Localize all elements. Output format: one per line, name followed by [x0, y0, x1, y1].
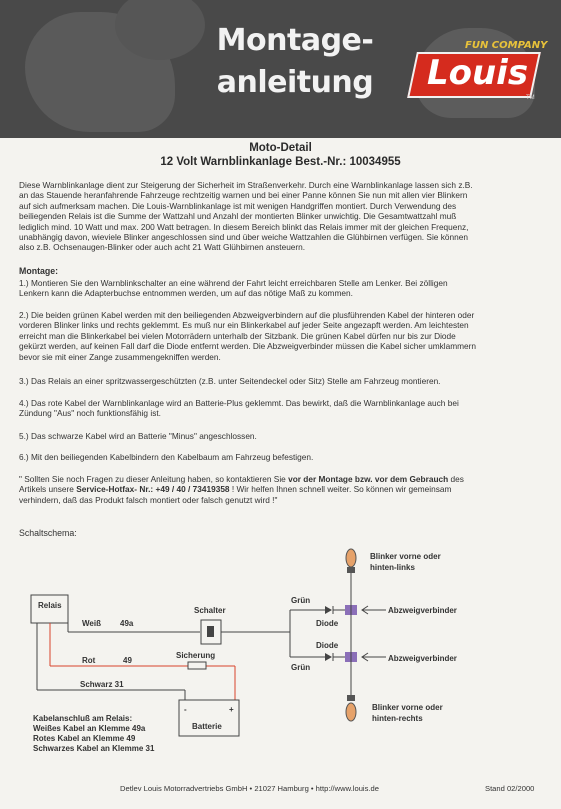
rot-label: Rot: [82, 656, 96, 665]
intro-line: also z.B. Ochsenaugen-Blinker oder auch acht 21 Watt Glühbirnen ansteuern.: [19, 242, 306, 253]
step-line: gekürzt werden, auf keinen Fall darf die Diode entfernt werden. Die Abzweigverbinder müssen die Kabel sicher umklammern: [19, 341, 477, 352]
step-line: bevor sie mit einer Zange zusammengekniffen werden.: [19, 351, 221, 362]
step-line: 4.) Das rote Kabel der Warnblinkanlage wird an Batterie-Plus geklemmt. Das bewirkt, daß die Warnblinkanlage auch bei: [19, 398, 459, 408]
switch-toggle-icon: [207, 626, 214, 637]
note-line: [19, 484, 546, 494]
blinker-rear-base: [347, 695, 355, 701]
legend-line: Schwarzes Kabel an Klemme 31: [33, 744, 155, 753]
battery-plus: +: [229, 705, 234, 714]
intro-line: lediglich mind. 10 Watt und max. 200 Watt betragen. In diesem Bereich blinkt das Relais immer mit der gleichen Frequenz,: [19, 221, 469, 232]
wiring-diagram: [0, 540, 561, 770]
note-emphasis: vor der Montage bzw. vor dem Gebrauch: [288, 474, 449, 484]
blinker-rear-icon: [346, 703, 356, 721]
step-line: Lenkern kann die Adapterbuchse entnommen werden, um auf das nötige Maß zu kommen.: [19, 288, 353, 299]
intro-line: an das Stauende heranfahrende Fahrzeuge rechtzeitig warnen und bei einer Panne können Sie nun mit allen vier Blinkern: [19, 190, 468, 201]
gruen-bottom-label: Grün: [291, 663, 311, 672]
diode-bottom-icon: [325, 653, 332, 661]
battery-minus: -: [184, 705, 187, 714]
legend-line: Kabelanschluß am Relais:: [33, 714, 133, 723]
legend-line: Weißes Kabel an Klemme 49a: [33, 724, 146, 733]
step-6: 6.) Mit den beiliegenden Kabelbindern den Kabelbaum am Fahrzeug befestigen.: [19, 452, 314, 462]
abzweig-bottom-label: Abzweigverbinder: [388, 654, 457, 663]
step-5: 5.) Das schwarze Kabel wird an Batterie "Minus" angeschlossen.: [19, 431, 257, 441]
page-title: [205, 20, 385, 104]
header-banner: [0, 0, 561, 138]
step-line: erreicht man die Blinkerkabel bei vielen Motorrädern unterhalb der Sitzbank. Die grünen Kabel dürfen nur bis zur Diode: [19, 330, 456, 341]
fuse-icon: [188, 662, 206, 669]
blinker-rear-label-1: Blinker vorne oder: [372, 703, 443, 712]
schalter-label: Schalter: [194, 606, 226, 615]
product-title: 12 Volt Warnblinkanlage Best.-Nr.: 10034955: [160, 156, 401, 168]
schema-heading: Schaltschema:: [19, 528, 77, 538]
step-line: vorderen Blinker links und rechts geklemmt. Es muß nur ein Blinkerkabel auf jeder Seite angezapft werden. Am leichtesten: [19, 320, 469, 331]
footer-company: Detlev Louis Motorradvertriebs GmbH • 21027 Hamburg • http://www.louis.de: [120, 784, 379, 793]
intro-line: auf sich aufmerksam machen. Die Louis-Warnblinkanlage ist mit wenigen Handgriffen montiert. Durch Verwendung des: [19, 200, 457, 211]
logo-tagline: FUN COMPANY: [465, 40, 548, 51]
sicherung-label: Sicherung: [176, 651, 216, 660]
klemme-49a-label: 49a: [120, 619, 134, 628]
intro-line: unabhängig davon, wieviele Blinker angeschlossen sind und über weiche Wattzahlen die Glühbirnen verfügen. Sie können: [19, 232, 468, 243]
title-line-1: Montage-: [216, 23, 374, 58]
note-line: verhindern, daß das Produkt falsch montiert oder falsch genutzt wird !": [19, 494, 278, 505]
step-4: [19, 398, 546, 419]
klemme-49-label: 49: [123, 656, 132, 665]
section-title: Moto-Detail: [249, 142, 312, 154]
step-3: 3.) Das Relais an einer spritzwassergeschützten (z.B. unter Seitendeckel oder Sitz) Stelle am Fahrzeug montieren.: [19, 376, 441, 386]
gruen-top-label: Grün: [291, 596, 311, 605]
blinker-front-label-2: hinten-links: [370, 563, 415, 572]
blinker-rear-label-2: hinten-rechts: [372, 714, 423, 723]
intro-line: Diese Warnblinkanlage dient zur Steigerung der Sicherheit im Straßenverkehr. Durch eine Warnblinkanlage lassen sich z.B.: [19, 180, 473, 190]
step-line: Zündung "Aus" noch funktionsfähig ist.: [19, 408, 161, 419]
intro-line: beiliegenden Relais ist die Summe der Wattzahl und Anzahl der montierten Blinker unwichtig. Die Gesamtwattzahl muß: [19, 211, 457, 222]
service-note: [19, 474, 546, 505]
batterie-label: Batterie: [192, 722, 222, 731]
title-line-2: anleitung: [216, 65, 374, 100]
step-line: 2.) Die beiden grünen Kabel werden mit den beiliegenden Abzweigverbindern auf die plusführenden Kabel der hinteren oder: [19, 310, 475, 320]
blinker-front-label-1: Blinker vorne oder: [370, 552, 441, 561]
note-text: Artikels unsere: [19, 484, 77, 495]
schwarz-label: Schwarz 31: [80, 680, 124, 689]
diode-top-label: Diode: [316, 619, 339, 628]
logo: Louis: [426, 53, 529, 93]
step-1: [19, 278, 546, 299]
relais-label: Relais: [38, 601, 62, 610]
montage-heading: Montage:: [19, 266, 59, 276]
step-2: [19, 310, 546, 362]
diode-top-icon: [325, 606, 332, 614]
diode-bottom-label: Diode: [316, 641, 339, 650]
intro-paragraph: [19, 180, 546, 253]
blinker-front-base: [347, 567, 355, 573]
hotfax-number: Service-Hotfax- Nr.: +49 / 40 / 73419358: [76, 484, 230, 495]
note-text: " Sollten Sie noch Fragen zu dieser Anleitung haben, so kontaktieren Sie: [19, 474, 289, 484]
note-line: [19, 474, 546, 484]
footer-stand: Stand 02/2000: [485, 784, 535, 793]
note-text: des: [448, 474, 464, 484]
step-line: 1.) Montieren Sie den Warnblinkschalter an eine während der Fahrt leicht erreichbaren Stelle am Lenker. Bei zölligen: [19, 278, 448, 288]
legend-line: Rotes Kabel an Klemme 49: [33, 734, 136, 743]
abzweig-top-label: Abzweigverbinder: [388, 606, 457, 615]
blinker-front-icon: [346, 549, 356, 567]
weiss-label: Weiß: [82, 619, 101, 628]
logo-trademark: TM: [526, 95, 535, 101]
note-text: ! Wir helfen Ihnen schnell weiter. So können wir gemeinsam: [229, 484, 452, 495]
